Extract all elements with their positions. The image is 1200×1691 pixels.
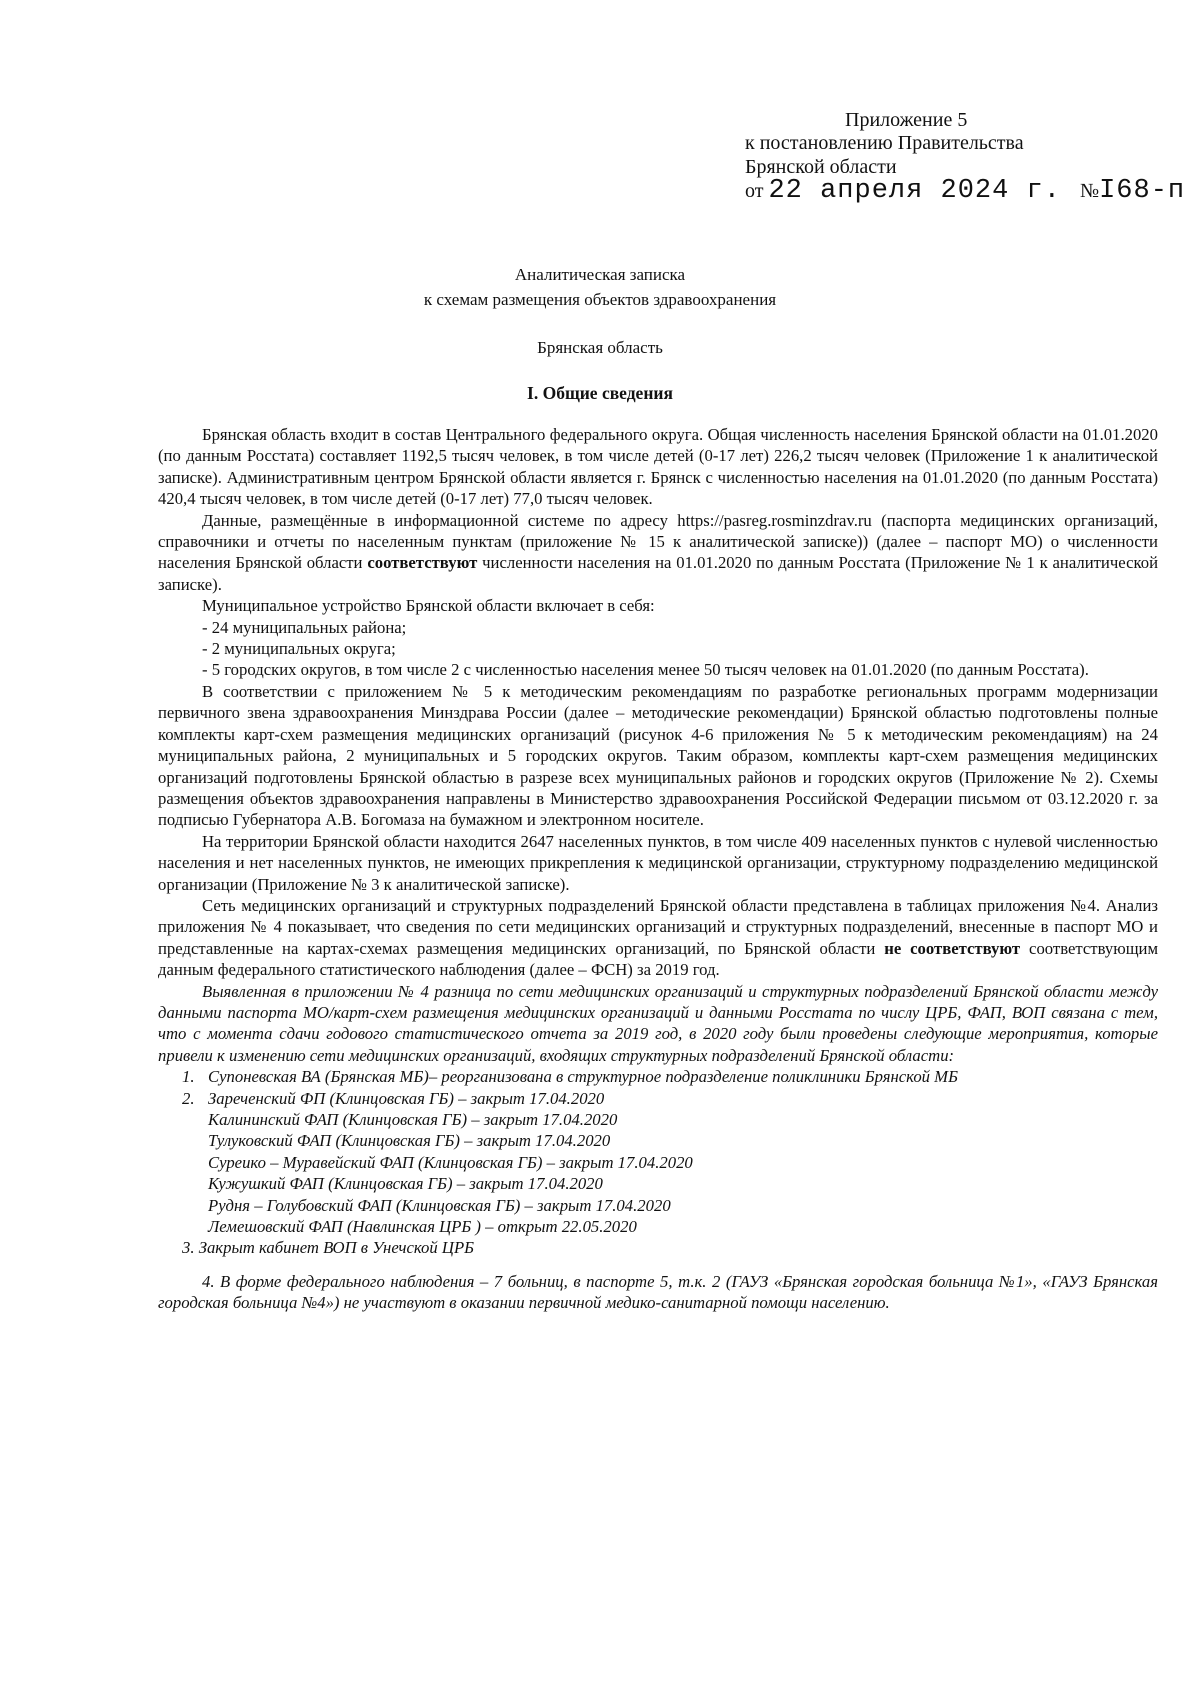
list-item: 2. Зареченский ФП (Клинцовская ГБ) – закрыт 17.04.2020: [182, 1088, 605, 1108]
list-item: - 24 муниципальных района;: [202, 617, 407, 637]
header-number: [1080, 176, 1185, 206]
list-item: Рудня – Голубовский ФАП (Клинцовская ГБ) – закрыт 17.04.2020: [208, 1195, 671, 1215]
paragraph-6: Сеть медицинских организаций и структурных подразделений Брянской области представлена в таблицах приложения №4. Анализ приложения № 4 показывает, что сведения по сети медицинских организаций и структурных подразделений, внесенные в паспорт МО и представленные на картах-схемах размещения медицинских организаций, по Брянской области не соответствуют соответствующим данным федерального статистического наблюдения (далее – ФСН) за 2019 год.: [158, 895, 1159, 980]
paragraph-4: В соответствии с приложением № 5 к методическим рекомендациям по разработке региональных программ модернизации первичного звена здравоохранения Минздрава России (далее – методические рекомендации) Брянской областью подготовлены полные комплекты карт-схем размещения медицинских организаций (рисунок 4-6 приложения № 5 к методическим рекомендациям) на 24 муниципальных района, 2 муниципальных и 5 городских округов. Таким образом, комплекты карт-схем размещения медицинских организаций подготовлены Брянской областью в разрезе всех муниципальных районов и городских округов (Приложение № 2). Схемы размещения объектов здравоохранения направлены в Министерство здравоохранения Российской Федерации письмом от 03.12.2020 г. за подписью Губернатора А.В. Богомаза на бумажном и электронном носителе.: [158, 681, 1158, 830]
paragraph-5: На территории Брянской области находится 2647 населенных пунктов, в том числе 409 населенных пунктов с нулевой численностью населения и нет населенных пунктов, не имеющих прикрепления к медицинской организации, структурному подразделению медицинской организации (Приложение № 3 к аналитической записке).: [158, 831, 1158, 894]
header-region: Брянской области: [745, 156, 897, 178]
document-body: [158, 424, 1158, 1314]
list-item: - 5 городских округов, в том числе 2 с численностью населения менее 50 тысяч человек на 01.01.2020 (по данным Росстата).: [202, 660, 1089, 680]
list-item: 3. Закрыт кабинет ВОП в Унечской ЦРБ: [182, 1238, 474, 1258]
header-appendix: Приложение 5: [845, 109, 968, 131]
number-typed: I68-п: [1099, 176, 1186, 206]
list-item: Калининский ФАП (Клинцовская ГБ) – закрыт 17.04.2020: [208, 1110, 618, 1129]
doc-title: Аналитическая записка: [514, 265, 686, 284]
header-resolution: к постановлению Правительства: [745, 132, 1024, 154]
list-item: - 2 муниципальных округа;: [202, 639, 396, 659]
paragraph-2: Данные, размещённые в информационной системе по адресу https://pasreg.rosminzdrav.ru (паспорта медицинских организаций, справочники и отчеты по населенным пунктам (приложение № 15 к аналитической записке)) (далее – паспорт МО) о численности населения Брянской области соответствуют численности населения на 01.01.2020 по данным Росстата (Приложение № 1 к аналитической записке).: [158, 510, 1159, 594]
list-item: Кужушкий ФАП (Клинцовская ГБ) – закрыт 17.04.2020: [208, 1174, 603, 1194]
list-item: 1. Супоневская ВА (Брянская МБ)– реорганизована в структурное подразделение поликлиники Брянской МБ: [182, 1067, 958, 1087]
list-item: Тулуковский ФАП (Клинцовская ГБ) – закрыт 17.04.2020: [208, 1131, 611, 1151]
section-heading: I. Общие сведения: [527, 383, 673, 403]
header-date: [745, 176, 1061, 206]
paragraph-3: Муниципальное устройство Брянской области включает в себя:: [202, 596, 655, 616]
date-typed: 22 апреля 2024 г.: [768, 176, 1061, 206]
list-item: Суреико – Муравейский ФАП (Клинцовская ГБ) – закрыт 17.04.2020: [208, 1152, 693, 1172]
date-prefix: от: [745, 180, 764, 202]
paragraph-1: Брянская область входит в состав Центрального федерального округа. Общая численность населения Брянской области на 01.01.2020 (по данным Росстата) составляет 1192,5 тысяч человек, в том числе детей (0-17 лет) 226,2 тысяч человек (Приложение 1 к аналитической записке). Административным центром Брянской области является г. Брянск с численностью населения на 01.01.2020 (по данным Росстата) 420,4 тысяч человек, в том числе детей (0-17 лет) 77,0 тысяч человек.: [158, 425, 1158, 509]
doc-region: Брянская область: [537, 338, 663, 357]
number-prefix: №: [1080, 180, 1100, 202]
paragraph-8: 4. В форме федерального наблюдения – 7 больниц, в паспорте 5, т.к. 2 (ГАУЗ «Брянская городская больница №1», «ГАУЗ Брянская городская больница №4») не участвуют в оказании первичной медико-санитарной помощи населению.: [158, 1271, 1158, 1313]
list-item: Лемешовский ФАП (Навлинская ЦРБ ) – открыт 22.05.2020: [208, 1217, 637, 1237]
paragraph-7: Выявленная в приложении № 4 разница по сети медицинских организаций и структурных подразделений Брянской области между данными паспорта МО/карт-схем размещения медицинских организаций и данными Росстата по числу ЦРБ, ФАП, ВОП связана с тем, что с момента сдачи годового статистического отчета за 2019 год, в 2020 году были проведены следующие мероприятия, которые привели к изменению сети медицинских организаций, входящих структурных подразделений Брянской области:: [158, 981, 1158, 1065]
doc-subtitle: к схемам размещения объектов здравоохранения: [423, 290, 777, 309]
changes-list: [158, 1066, 1158, 1109]
spacer: [158, 1259, 1158, 1271]
